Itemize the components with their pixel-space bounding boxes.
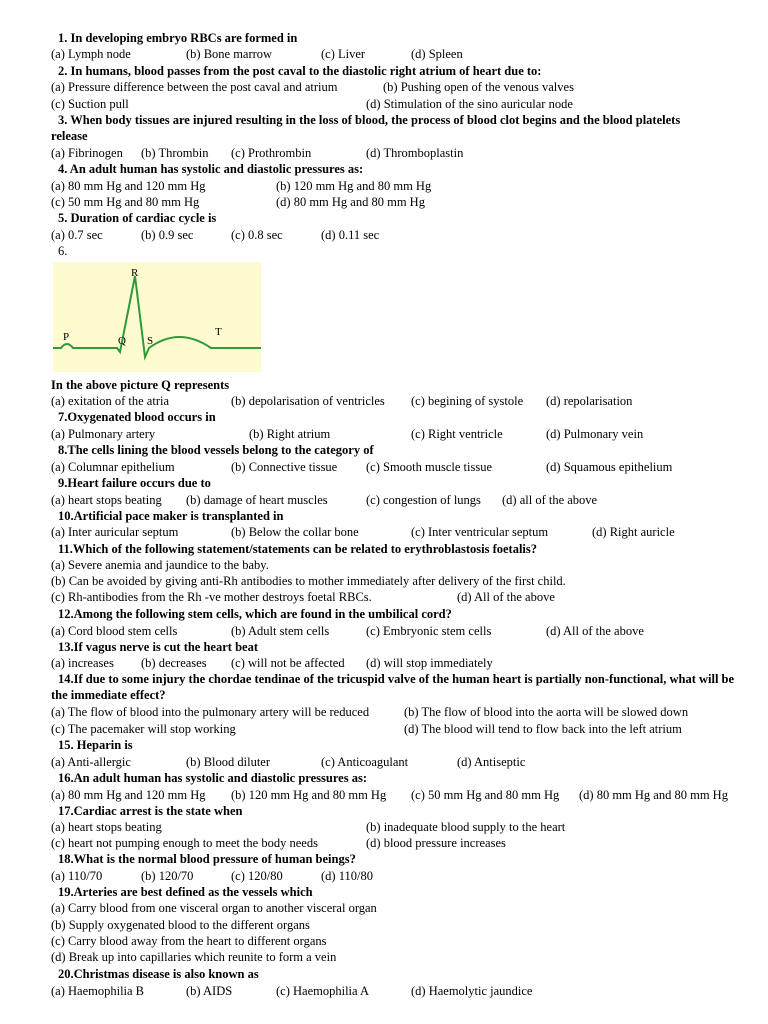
ecg-label-q: Q [118, 335, 126, 347]
question-5: 5. Duration of cardiac cycle is [58, 211, 217, 225]
q1-option-b: (b) Bone marrow [186, 47, 273, 61]
q9-option-c: (c) congestion of lungs [366, 493, 481, 507]
q18-option-c: (c) 120/80 [231, 869, 283, 883]
q10-option-c: (c) Inter ventricular septum [411, 525, 549, 539]
question-18: 18.What is the normal blood pressure of human beings? [58, 852, 356, 866]
q15-option-c: (c) Anticoagulant [321, 755, 409, 769]
question-9: 9.Heart failure occurs due to [58, 476, 211, 490]
q3-option-a: (a) Fibrinogen [51, 146, 123, 160]
q6-option-d: (d) repolarisation [546, 394, 633, 408]
q20-option-a: (a) Haemophilia B [51, 984, 145, 998]
q5-option-d: (d) 0.11 sec [321, 228, 380, 242]
question-7: 7.Oxygenated blood occurs in [58, 410, 216, 424]
q10-option-d: (d) Right auricle [592, 525, 675, 539]
q8-option-d: (d) Squamous epithelium [546, 460, 673, 474]
q9-option-a: (a) heart stops beating [51, 493, 162, 507]
q5-option-b: (b) 0.9 sec [141, 228, 194, 242]
q10-option-b: (b) Below the collar bone [231, 525, 359, 539]
q16-option-b: (b) 120 mm Hg and 80 mm Hg [231, 788, 387, 802]
q8-option-c: (c) Smooth muscle tissue [366, 460, 493, 474]
q3-option-b: (b) Thrombin [141, 146, 209, 160]
q6-option-b: (b) depolarisation of ventricles [231, 394, 385, 408]
question-15: 15. Heparin is [58, 738, 133, 752]
question-6-number: 6. [58, 244, 68, 258]
q9-option-b: (b) damage of heart muscles [186, 493, 328, 507]
q20-option-b: (b) AIDS [186, 984, 233, 998]
q9-option-d: (d) all of the above [502, 493, 598, 507]
q15-option-a: (a) Anti-allergic [51, 755, 131, 769]
q12-option-a: (a) Cord blood stem cells [51, 624, 178, 638]
q13-option-c: (c) will not be affected [231, 656, 345, 670]
ecg-label-s: S [147, 335, 154, 347]
q12-option-d: (d) All of the above [546, 624, 644, 638]
q15-option-b: (b) Blood diluter [186, 755, 271, 769]
q19-option-c: (c) Carry blood away from the heart to different organs [51, 934, 327, 948]
q2-option-d: (d) Stimulation of the sino auricular node [366, 97, 573, 111]
q16-option-d: (d) 80 mm Hg and 80 mm Hg [579, 788, 728, 802]
q11-option-c: (c) Rh-antibodies from the Rh -ve mother destroys foetal RBCs. [51, 590, 372, 604]
q19-option-d: (d) Break up into capillaries which reunite to form a vein [51, 950, 337, 964]
q18-option-a: (a) 110/70 [51, 869, 103, 883]
question-8: 8.The cells lining the blood vessels belong to the category of [58, 443, 374, 457]
question-14: 14.If due to some injury the chordae tendinae of the tricuspid valve of the human heart is partially non-functional, what will be the immediate effect? [51, 672, 735, 702]
q3-option-d: (d) Thromboplastin [366, 146, 464, 160]
question-11: 11.Which of the following statement/statements can be related to erythroblastosis foetalis? [58, 542, 537, 556]
q16-option-c: (c) 50 mm Hg and 80 mm Hg [411, 788, 560, 802]
q4-option-d: (d) 80 mm Hg and 80 mm Hg [276, 195, 425, 209]
question-1: 1. In developing embryo RBCs are formed in [58, 31, 298, 45]
q13-option-a: (a) increases [51, 656, 114, 670]
q8-option-a: (a) Columnar epithelium [51, 460, 175, 474]
q10-option-a: (a) Inter auricular septum [51, 525, 179, 539]
q13-option-d: (d) will stop immediately [366, 656, 493, 670]
ecg-diagram [53, 262, 261, 372]
q6-option-a: (a) exitation of the atria [51, 394, 169, 408]
question-3: 3. When body tissues are injured resulting in the loss of blood, the process of blood clot begins and the blood platelets release [51, 113, 681, 143]
q1-option-d: (d) Spleen [411, 47, 463, 61]
q17-option-d: (d) blood pressure increases [366, 836, 506, 850]
ecg-label-p: P [63, 331, 70, 343]
q7-option-d: (d) Pulmonary vein [546, 427, 644, 441]
q11-option-d: (d) All of the above [457, 590, 555, 604]
question-12: 12.Among the following stem cells, which are found in the umbilical cord? [58, 607, 452, 621]
q17-option-c: (c) heart not pumping enough to meet the body needs [51, 836, 318, 850]
ecg-waveform [53, 262, 261, 372]
q13-option-b: (b) decreases [141, 656, 207, 670]
q15-option-d: (d) Antiseptic [457, 755, 526, 769]
q1-option-a: (a) Lymph node [51, 47, 131, 61]
q20-option-c: (c) Haemophilia A [276, 984, 370, 998]
q2-option-b: (b) Pushing open of the venous valves [383, 80, 574, 94]
question-13: 13.If vagus nerve is cut the heart beat [58, 640, 258, 654]
q7-option-a: (a) Pulmonary artery [51, 427, 156, 441]
q19-option-b: (b) Supply oxygenated blood to the different organs [51, 918, 310, 932]
q18-option-b: (b) 120/70 [141, 869, 194, 883]
question-16: 16.An adult human has systolic and diastolic pressures as: [58, 771, 367, 785]
question-17: 17.Cardiac arrest is the state when [58, 804, 243, 818]
q17-option-b: (b) inadequate blood supply to the heart [366, 820, 566, 834]
ecg-label-t: T [215, 326, 222, 338]
q4-option-b: (b) 120 mm Hg and 80 mm Hg [276, 179, 432, 193]
ecg-trace [53, 276, 261, 357]
q2-option-c: (c) Suction pull [51, 97, 129, 111]
q8-option-b: (b) Connective tissue [231, 460, 338, 474]
q3-option-c: (c) Prothrombin [231, 146, 312, 160]
q2-option-a: (a) Pressure difference between the post caval and atrium [51, 80, 338, 94]
q5-option-c: (c) 0.8 sec [231, 228, 283, 242]
q4-option-c: (c) 50 mm Hg and 80 mm Hg [51, 195, 200, 209]
q11-option-b: (b) Can be avoided by giving anti-Rh antibodies to mother immediately after delivery of the first child. [51, 574, 566, 588]
question-4: 4. An adult human has systolic and diastolic pressures as: [58, 162, 364, 176]
q12-option-c: (c) Embryonic stem cells [366, 624, 492, 638]
q5-option-a: (a) 0.7 sec [51, 228, 103, 242]
q7-option-c: (c) Right ventricle [411, 427, 503, 441]
q14-option-a: (a) The flow of blood into the pulmonary artery will be reduced [51, 705, 370, 719]
q4-option-a: (a) 80 mm Hg and 120 mm Hg [51, 179, 206, 193]
q19-option-a: (a) Carry blood from one visceral organ to another visceral organ [51, 901, 377, 915]
q14-option-d: (d) The blood will tend to flow back into the left atrium [404, 722, 682, 736]
question-20: 20.Christmas disease is also known as [58, 967, 259, 981]
q7-option-b: (b) Right atrium [249, 427, 331, 441]
q16-option-a: (a) 80 mm Hg and 120 mm Hg [51, 788, 206, 802]
question-6: In the above picture Q represents [51, 378, 230, 392]
q18-option-d: (d) 110/80 [321, 869, 373, 883]
q14-option-c: (c) The pacemaker will stop working [51, 722, 236, 736]
q11-option-a: (a) Severe anemia and jaundice to the baby. [51, 558, 269, 572]
q12-option-b: (b) Adult stem cells [231, 624, 330, 638]
question-10: 10.Artificial pace maker is transplanted in [58, 509, 284, 523]
q1-option-c: (c) Liver [321, 47, 366, 61]
question-19: 19.Arteries are best defined as the vessels which [58, 885, 313, 899]
ecg-label-r: R [131, 267, 139, 279]
q14-option-b: (b) The flow of blood into the aorta will be slowed down [404, 705, 689, 719]
q6-option-c: (c) begining of systole [411, 394, 524, 408]
q17-option-a: (a) heart stops beating [51, 820, 162, 834]
q20-option-d: (d) Haemolytic jaundice [411, 984, 533, 998]
question-2: 2. In humans, blood passes from the post caval to the diastolic right atrium of heart due to: [58, 64, 542, 78]
